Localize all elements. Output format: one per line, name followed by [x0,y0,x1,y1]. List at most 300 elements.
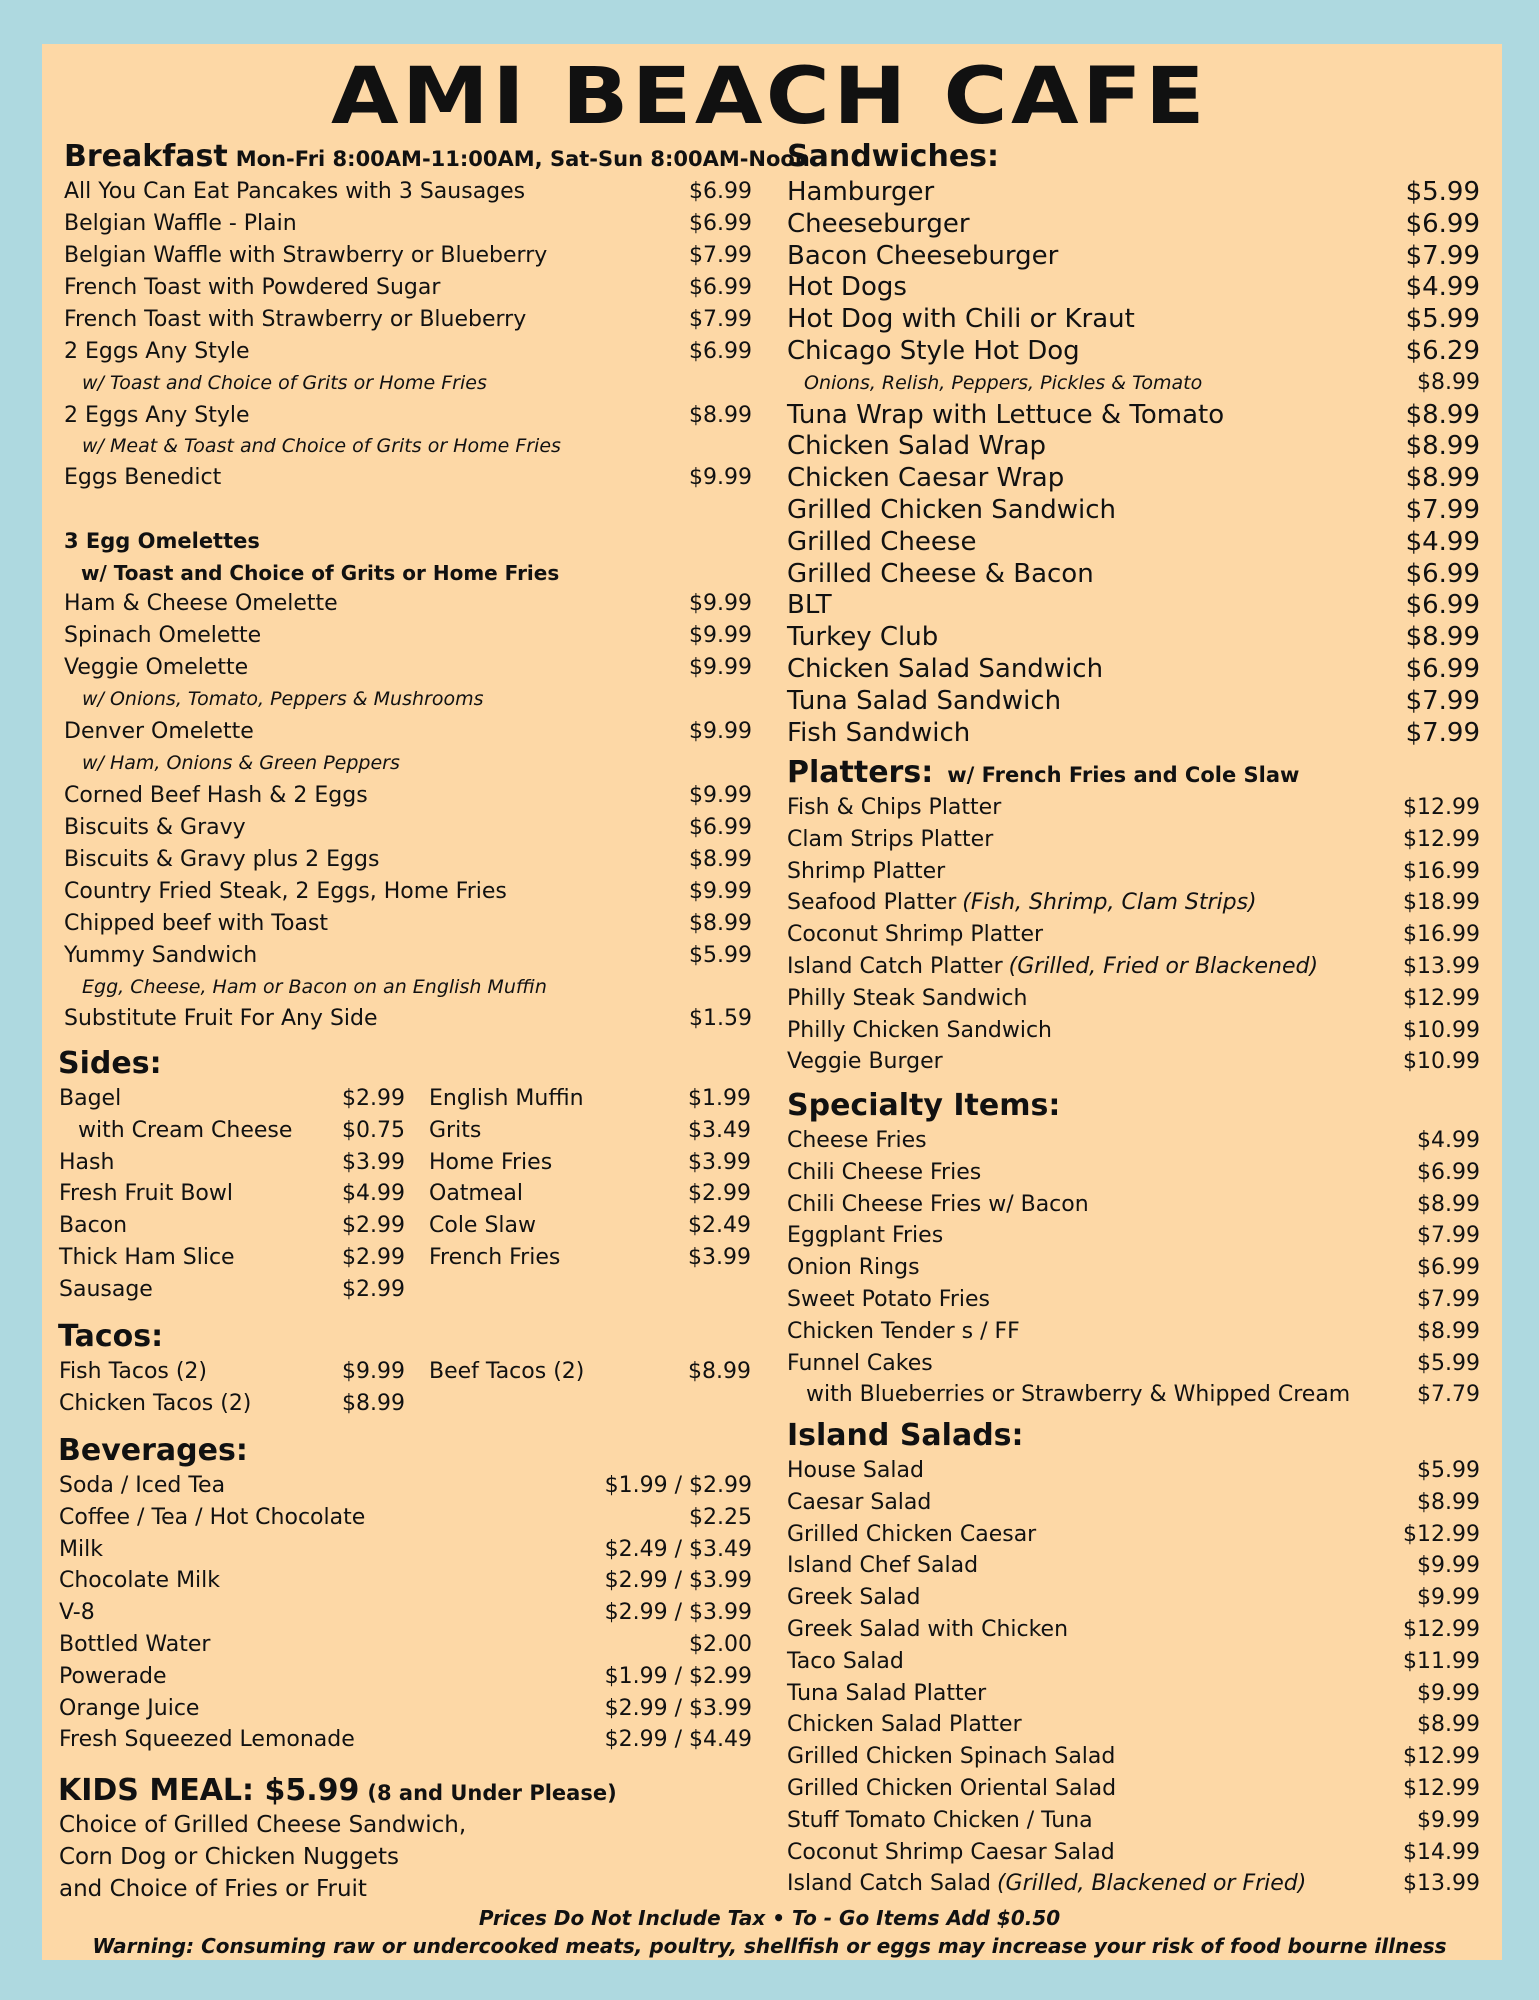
item-price: $3.99 [688,1245,751,1270]
item-price: $7.99 [1417,1223,1480,1249]
item-name [787,856,945,888]
item-price: $6.99 [1405,208,1480,239]
item-name [64,1003,378,1035]
item-name [787,792,1001,824]
menu-item [429,1115,751,1147]
menu-item [787,856,1480,888]
menu-item [78,1115,405,1147]
item-price: $8.99 [1417,1489,1480,1515]
item-note: w/ Toast and Choice of Grits or Home Fries [82,372,487,394]
item-price: $9.99 [1417,1585,1480,1611]
item-name [787,1348,933,1380]
item-price: $9.99 [689,655,752,680]
item-name [787,983,1027,1015]
item-name [787,919,1043,951]
item-name: Fish Tacos (2) [59,1359,208,1384]
item-name-text: Hot Dogs [787,272,907,303]
item-name-text: Country Fried Steak, 2 Eggs, Home Fries [64,879,507,904]
menu-item [64,240,752,272]
item-price: $8.99 [1417,1712,1480,1738]
item-price: $9.99 [1417,1553,1480,1579]
item-name-text: Caesar Salad [787,1489,932,1515]
item-name [787,208,970,240]
item-name [787,653,1103,685]
menu-item [59,1470,752,1502]
item-name-text: Chicken Salad Platter [787,1712,1022,1738]
item-name [787,1125,927,1157]
item-name-text: Biscuits & Gravy [64,815,246,840]
item-name [787,1046,943,1078]
menu-item [787,824,1480,856]
sides-heading: Sides: [58,1046,162,1081]
menu-item [787,1519,1480,1551]
menu-item [787,176,1480,208]
item-name [787,1189,1089,1221]
item-price: $9.99 [342,1359,405,1384]
item-name-text: Coconut Shrimp Platter [787,922,1044,948]
omelettes-subheading: w/ Toast and Choice of Grits or Home Fries [81,561,560,585]
menu-item [59,1661,752,1693]
platters-heading [787,755,1299,793]
item-name-text: Powerade [59,1663,167,1689]
item-price: $5.99 [689,943,752,968]
item-name-text: Grilled Cheese [787,526,977,557]
menu-item [787,1868,1480,1900]
menu-item [787,983,1480,1015]
item-price: $14.99 [1403,1839,1480,1865]
item-price: $5.99 [1417,1350,1480,1376]
item-name-text: Philly Chicken Sandwich [787,1017,1052,1043]
item-name [64,780,368,812]
item-price: $7.99 [1405,495,1480,525]
item-price: $7.99 [1405,717,1480,748]
item-price: $1.99 [688,1086,751,1111]
item-name-text: Chicago Style Hot Dog [787,336,1080,366]
menu-item [787,1284,1480,1316]
item-price: $6.29 [1405,336,1480,366]
menu-item [59,1534,752,1566]
item-price: $8.99 [1405,622,1480,653]
menu-item [429,1147,751,1179]
item-name [64,940,257,972]
item-price: $6.99 [689,275,752,300]
menu-item [429,1083,751,1115]
menu-item [787,240,1480,272]
item-name-text: Grilled Chicken Oriental Salad [787,1776,1117,1801]
menu-item [64,812,752,844]
menu-item [429,1242,751,1274]
omelettes-heading: 3 Egg Omelettes [64,529,260,553]
menu-item [787,303,1480,335]
item-name-text: Taco Salad [787,1648,904,1674]
item-name [787,462,1064,494]
menu-item [59,1693,752,1725]
item-price: $8.99 [1405,431,1480,462]
menu-item [787,271,1480,303]
item-name-text: Chili Cheese Fries [787,1159,982,1185]
item-name-text: English Muffin [429,1086,584,1111]
item-name [787,271,907,303]
item-name-text: V-8 [59,1600,95,1626]
item-name [787,1741,1115,1773]
item-price: $13.99 [1403,954,1480,979]
breakfast-heading [64,139,810,177]
menu-item [59,1629,752,1661]
item-name-text: 2 Eggs Any Style [64,339,250,364]
menu-item [787,1189,1480,1221]
item-detail: (Grilled, Blackened or Fried) [996,1871,1307,1897]
menu-item [59,1178,405,1210]
item-name-text: Veggie Burger [787,1049,943,1075]
menu-item [787,208,1480,240]
item-name-text: Chicken Tender s / FF [787,1318,1020,1344]
menu-item [806,1379,1480,1411]
item-name [787,335,1080,367]
item-price: $3.99 [342,1149,405,1175]
menu-item [787,1837,1480,1869]
menu-item [64,304,752,336]
item-name [64,208,297,240]
item-name [64,876,507,908]
menu-item [787,1678,1480,1710]
tacos-heading: Tacos: [58,1319,164,1354]
item-name [787,399,1224,431]
item-price: $6.99 [689,815,752,840]
item-name [59,1178,233,1210]
item-name-text: Chicken Caesar Wrap [787,463,1065,494]
item-price: $9.99 [1417,1807,1480,1833]
item-price: $2.99 [342,1245,405,1270]
item-price: $8.99 [1405,399,1480,430]
item-price: $16.99 [1403,922,1480,948]
item-price: $9.99 [689,879,752,904]
item-name-text: Milk [59,1536,103,1562]
item-price: $6.99 [689,179,752,204]
kids-heading [58,1773,617,1811]
item-note: w/ Ham, Onions & Green Peppers [82,752,400,774]
menu-item [787,1455,1480,1487]
item-name [429,1083,584,1115]
item-name [787,303,1135,335]
item-name-text: Bacon Cheeseburger [787,240,1059,271]
item-name-text: Bottled Water [59,1632,211,1657]
item-name [59,1470,225,1502]
menu-item [787,1046,1480,1078]
item-name-text: Hot Dog with Chili or Kraut [787,304,1135,335]
item-price: $4.99 [1405,272,1480,303]
item-name [787,1646,904,1678]
item-price: $8.99 [1417,1191,1480,1217]
item-note: w/ Meat & Toast and Choice of Grits or Home Fries [82,435,561,457]
footer-note: Prices Do Not Include Tax • To - Go Items Add $0.50 [478,1906,1061,1930]
menu-item [787,1614,1480,1646]
item-name-text: Yummy Sandwich [64,943,258,968]
item-name [59,1083,121,1115]
menu-item [787,1157,1480,1189]
item-price: $6.99 [1405,558,1480,589]
item-price: $4.99 [1405,526,1480,557]
page-title: AMI BEACH CAFE [330,52,1209,142]
item-price: $4.99 [342,1181,405,1207]
item-name [787,1837,1115,1869]
menu-item [64,940,752,972]
menu-item [64,588,752,620]
menu-item [59,1502,752,1534]
item-price: $7.99 [689,307,752,332]
item-price: $6.99 [1417,1255,1480,1281]
item-name-text: French Toast with Strawberry or Blueberry [64,307,527,332]
item-name-text: Chocolate Milk [59,1568,221,1594]
item-name [787,1284,990,1316]
menu-item [59,1083,405,1115]
kids-heading-text: KIDS MEAL: $5.99 [58,1773,360,1808]
item-name-text: Home Fries [429,1149,553,1175]
item-price: $3.49 [688,1117,751,1143]
menu-item [787,1550,1480,1582]
menu-item [787,526,1480,558]
item-price: $2.25 [689,1504,752,1530]
item-name [787,1678,986,1710]
menu-item [64,336,752,368]
item-price: $1.59 [689,1006,752,1031]
menu-item [429,1356,751,1388]
menu-item [787,792,1480,824]
item-name: Beef Tacos (2) [429,1359,585,1384]
item-price: $2.99 / $3.99 [604,1600,752,1626]
item-name [787,1455,924,1487]
menu-item [64,876,752,908]
item-name-text: Funnel Cakes [787,1350,933,1376]
item-name-text: Belgian Waffle - Plain [64,211,297,236]
item-name-text: Soda / Iced Tea [59,1473,226,1498]
item-name-text: Fish Sandwich [787,717,971,748]
menu-item [64,844,752,876]
item-name-text: Shrimp Platter [787,858,946,884]
item-name [78,1115,292,1147]
item-name-text: Hash [59,1149,115,1175]
item-price: $12.99 [1403,795,1480,820]
item-name-text: Fresh Squeezed Lemonade [59,1727,355,1753]
menu-item [787,919,1480,951]
item-name [787,1709,1022,1741]
item-price: $7.99 [689,243,752,268]
item-name [787,685,1061,717]
item-price: $8.99 [342,1391,405,1416]
salads-heading: Island Salads: [787,1418,1024,1453]
item-price: $12.99 [1403,826,1480,852]
menu-item [787,1125,1480,1157]
menu-item [64,780,752,812]
platters-note: w/ French Fries and Cole Slaw [947,763,1300,787]
kids-line: Choice of Grilled Cheese Sandwich, [59,1812,467,1838]
menu-item [59,1274,405,1306]
item-name [59,1242,235,1274]
item-name [64,462,221,494]
item-name-text: Eggs Benedict [64,465,222,490]
item-name [787,824,993,856]
menu-item [787,1252,1480,1284]
item-price: $2.00 [689,1632,752,1657]
item-name-text: Seafood Platter [787,890,957,916]
item-price: $8.99 [689,911,752,936]
item-name [59,1565,220,1597]
item-name [59,1597,95,1629]
item-name [787,494,1116,526]
item-name-text: Sweet Potato Fries [787,1287,990,1312]
item-name-text: Fish & Chips Platter [787,795,1002,820]
item-price: $7.99 [1417,1287,1480,1312]
item-name [429,1147,552,1179]
menu-item [787,367,1480,399]
menu-item [64,272,752,304]
menu-item [787,1741,1480,1773]
item-name-text: Turkey Club [787,622,939,653]
item-name [787,1252,920,1284]
item-name [787,1582,920,1614]
item-price: $3.99 [688,1149,751,1175]
menu-item [787,335,1480,367]
menu-item [59,1210,405,1242]
item-price: $16.99 [1403,858,1480,884]
item-name [59,1534,103,1566]
item-name-text: Orange Juice [59,1695,200,1721]
item-name-text: Grilled Chicken Spinach Salad [787,1744,1116,1770]
item-name [64,908,328,940]
item-name-text: Grilled Chicken Caesar [787,1521,1037,1547]
menu-item [787,887,1480,919]
item-price: $9.99 [689,719,752,744]
item-name-text: Island Catch Platter [787,954,1003,979]
item-name-text: Grilled Chicken Sandwich [787,495,1116,525]
item-price: $2.99 [342,1086,405,1111]
item-price: $12.99 [1403,985,1480,1011]
item-price: $6.99 [1417,1159,1480,1185]
item-name-text: Denver Omelette [64,719,254,744]
item-price: $4.99 [1417,1128,1480,1153]
menu-item [787,399,1480,431]
item-name [59,1629,210,1661]
item-name [787,1015,1052,1047]
menu-item [59,1724,752,1756]
menu-item [64,1003,752,1035]
menu-item [787,1316,1480,1348]
item-name [787,430,1046,462]
item-price: $10.99 [1403,1049,1480,1075]
sandwiches-heading: Sandwiches: [787,139,1000,174]
item-name [787,176,934,208]
menu-item [787,1487,1480,1519]
item-name-text: Biscuits & Gravy plus 2 Eggs [64,847,380,872]
item-name [787,1220,943,1252]
item-name [64,336,250,368]
item-name-text: Cheese Fries [787,1128,927,1153]
item-price: $9.99 [689,783,752,808]
menu-item [59,1388,405,1420]
item-name-text: Tuna Wrap with Lettuce & Tomato [787,399,1225,430]
menu-item [64,400,752,432]
item-name-text: Thick Ham Slice [59,1245,235,1270]
item-name [787,951,1318,983]
item-price: $1.99 / $2.99 [604,1473,752,1498]
menu-item [787,1646,1480,1678]
item-name-text: Spinach Omelette [64,623,262,648]
item-price: $2.99 / $3.99 [604,1568,752,1594]
item-price: $5.99 [1405,304,1480,335]
item-price: $12.99 [1403,1617,1480,1642]
item-name [787,887,1257,919]
item-name-text: Greek Salad [787,1585,921,1611]
item-name [429,1115,481,1147]
item-price: $12.99 [1403,1521,1480,1547]
item-name: Chicken Tacos (2) [59,1391,252,1416]
menu-item [64,908,752,940]
menu-item [787,1220,1480,1252]
item-name-text: Grits [429,1117,482,1143]
item-price: $7.99 [1405,240,1480,271]
item-note: w/ Onions, Tomato, Peppers & Mushrooms [82,688,484,710]
item-name-text: Bacon [59,1213,128,1239]
menu-item [787,1709,1480,1741]
item-name [59,1724,355,1756]
item-name-text: French Toast with Powdered Sugar [64,275,441,300]
item-name [806,1379,1350,1411]
item-name [787,1157,981,1189]
item-detail: (Fish, Shrimp, Clam Strips) [962,890,1257,916]
item-name-text: Tuna Salad Sandwich [787,685,1062,716]
item-price: $1.99 / $2.99 [604,1663,752,1689]
menu-item [787,951,1480,983]
item-name [787,1805,1093,1837]
item-price: $9.99 [1417,1680,1480,1706]
item-name-text: Island Chef Salad [787,1553,979,1579]
item-price: $8.99 [1417,369,1480,395]
menu-item [787,621,1480,653]
item-price: $9.99 [689,591,752,616]
platters-heading-text: Platters: [787,755,934,790]
menu-item [64,620,752,652]
item-name [59,1502,365,1534]
item-name-text: Chicken Salad Sandwich [787,654,1104,684]
item-name [59,1274,153,1306]
item-price: $8.99 [1417,1318,1480,1344]
item-name-text: Belgian Waffle with Strawberry or Blueberry [64,243,548,268]
item-name-text: Eggplant Fries [787,1223,944,1249]
item-name-text: Cole Slaw [429,1213,537,1239]
item-name-text: Bagel [59,1086,122,1111]
item-name [787,1550,978,1582]
item-name-text: Philly Steak Sandwich [787,985,1028,1011]
beverages-heading: Beverages: [58,1433,248,1468]
item-price: $2.99 / $4.49 [604,1727,752,1753]
item-price: $12.99 [1403,1776,1480,1801]
item-name [787,526,976,558]
item-note: Onions, Relish, Peppers, Pickles & Tomato [804,371,1203,394]
item-name-text: Onion Rings [787,1255,920,1281]
menu-item [64,462,752,494]
item-name-text: with Cream Cheese [78,1117,293,1143]
item-name [59,1693,199,1725]
item-name [787,1487,931,1519]
item-name [64,620,261,652]
menu-item [787,558,1480,590]
item-name [787,1614,1068,1646]
item-name [787,717,970,749]
item-price: $6.99 [689,339,752,364]
menu-item [787,589,1480,621]
menu-item [787,1773,1480,1805]
item-name-text: Hamburger [787,177,935,207]
item-price: $8.99 [688,1359,751,1384]
